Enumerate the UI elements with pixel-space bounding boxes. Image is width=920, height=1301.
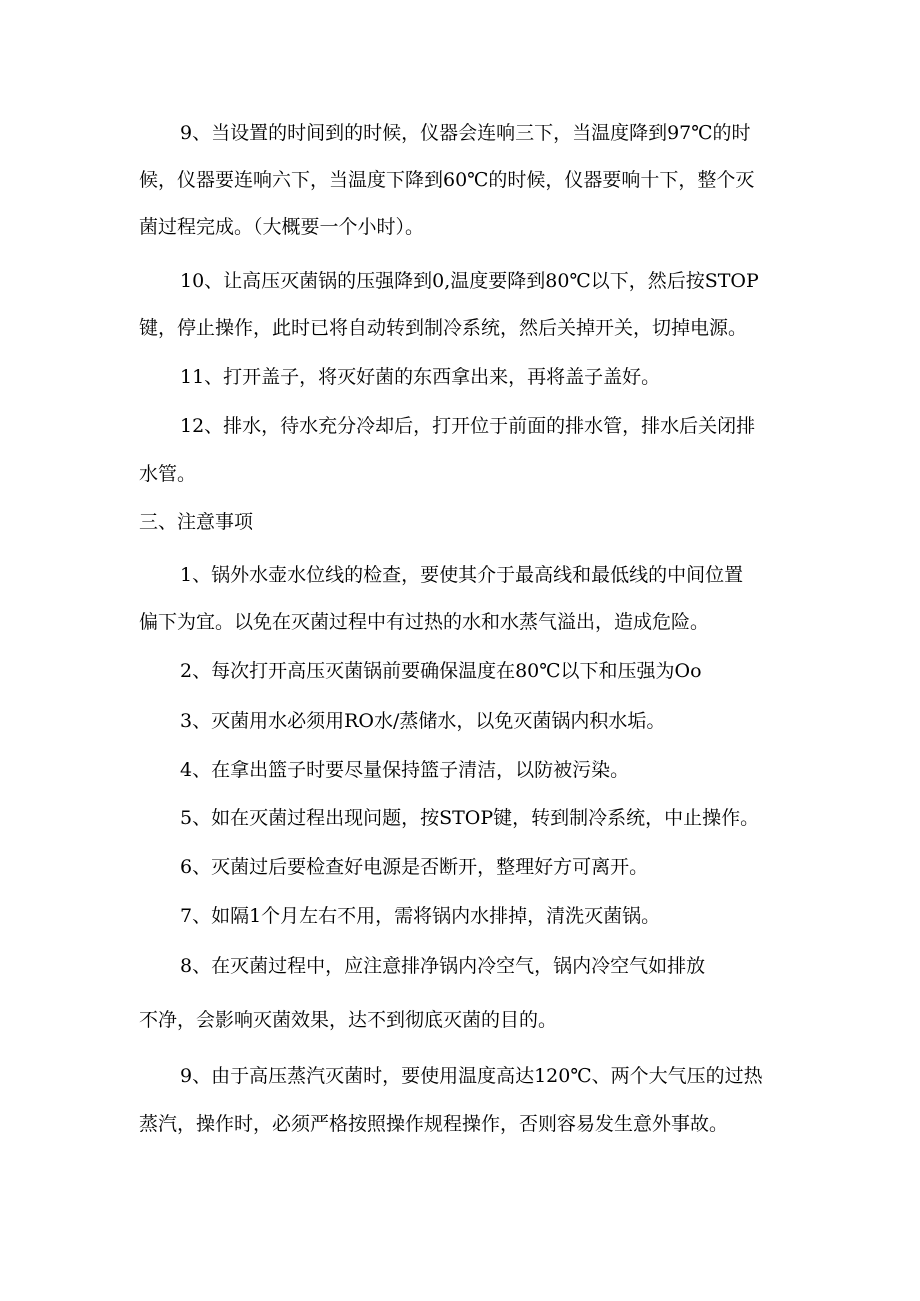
precaution-5-line-1: 5、如在灭菌过程出现问题，按STOP键，转到制冷系统，中止操作。 [180,807,760,829]
precaution-9-line-1: 9、由于高压蒸汽灭菌时，要使用温度高达120℃、两个大气压的过热 [180,1065,763,1087]
precaution-8-line-2: 不净，会影响灭菌效果，达不到彻底灭菌的目的。 [139,1009,558,1031]
precaution-2-line-1: 2、每次打开高压灭菌锅前要确保温度在80℃以下和压强为Oo [180,660,702,682]
precaution-3-line-1: 3、灭菌用水必须用RO水/蒸储水，以免灭菌锅内积水垢。 [180,710,666,732]
section-heading-precautions: 三、注意事项 [139,511,254,533]
precaution-6-line-1: 6、灭菌过后要检查好电源是否断开，整理好方可离开。 [180,856,649,878]
step-12-line-2: 水管。 [139,463,197,485]
precaution-1-line-2: 偏下为宜。以免在灭菌过程中有过热的水和水蒸气溢出，造成危险。 [139,611,710,633]
step-10-line-2: 键，停止操作，此时已将自动转到制冷系统，然后关掉开关，切掉电源。 [139,317,748,339]
step-9-line-3: 菌过程完成。（大概要一个小时）。 [139,216,425,238]
step-9-line-2: 候，仪器要连响六下，当温度下降到60℃的时候，仪器要响十下，整个灭 [139,169,755,191]
precaution-8-line-1: 8、在灭菌过程中，应注意排净锅内冷空气，锅内冷空气如排放 [180,955,706,977]
precaution-4-line-1: 4、在拿出篮子时要尽量保持篮子清洁，以防被污染。 [180,759,630,781]
step-11-line-1: 11、打开盖子，将灭好菌的东西拿出来，再将盖子盖好。 [180,366,661,388]
precaution-1-line-1: 1、锅外水壶水位线的检查，要使其介于最高线和最低线的中间位置 [180,564,744,586]
precaution-7-line-1: 7、如隔1个月左右不用，需将锅内水排掉，清洗灭菌锅。 [180,905,661,927]
step-12-line-1: 12、排水，待水充分冷却后，打开位于前面的排水管，排水后关闭排 [180,415,756,437]
step-9-line-1: 9、当设置的时间到的时候，仪器会连响三下，当温度降到97℃的时 [180,122,751,144]
step-10-line-1: 10、让高压灭菌锅的压强降到0,温度要降到80℃以下，然后按STOP [180,270,759,292]
precaution-9-line-2: 蒸汽，操作时，必须严格按照操作规程操作，否则容易发生意外事故。 [139,1113,729,1135]
